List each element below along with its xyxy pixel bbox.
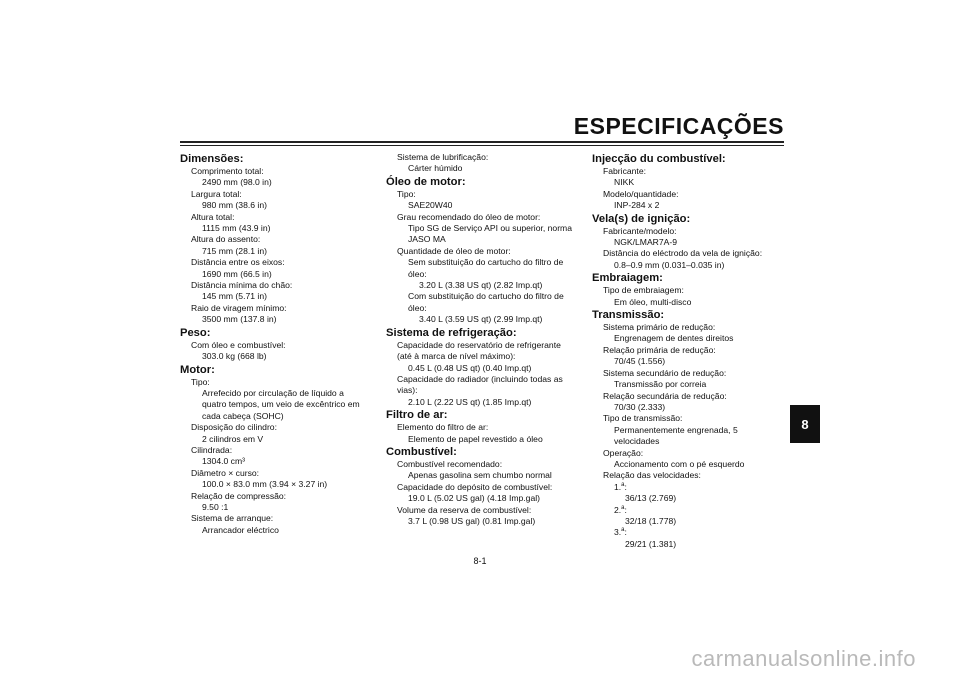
spec-value: Transmissão por correia (614, 379, 707, 390)
section-heading-engine-oil: Óleo de motor: (386, 175, 466, 188)
spec-label: Distância do eléctrodo da vela de ignição: (603, 248, 763, 259)
spec-label: Relação das velocidades: (603, 470, 701, 481)
spec-value: 145 mm (5.71 in) (202, 291, 267, 302)
section-heading-engine: Motor: (180, 363, 215, 376)
ordinal-suffix: a (621, 504, 625, 511)
spec-label: Elemento do filtro de ar: (397, 422, 489, 433)
spec-value: cada cabeça (SOHC) (202, 410, 284, 421)
spec-value: 715 mm (28.1 in) (202, 245, 267, 256)
section-heading-air-filter: Filtro de ar: (386, 409, 448, 422)
spec-value: 36/13 (2.769) (625, 493, 677, 504)
spec-label: Grau recomendado do óleo de motor: (397, 211, 541, 222)
spec-value: 3.20 L (3.38 US qt) (2.82 Imp.qt) (419, 280, 543, 291)
section-heading-fuel: Combustível: (386, 445, 457, 458)
spec-label: Altura total: (191, 211, 235, 222)
spec-value: Em óleo, multi-disco (614, 296, 692, 307)
spec-label: Altura do assento: (191, 234, 261, 245)
spec-label: Sem substituição do cartucho do filtro de (408, 257, 564, 268)
section-heading-cooling: Sistema de refrigeração: (386, 326, 517, 339)
spec-value: 1690 mm (66.5 in) (202, 268, 272, 279)
spec-label: Tipo: (397, 188, 416, 199)
gear-number: 2. (614, 504, 622, 515)
spec-value: 2490 mm (98.0 in) (202, 177, 272, 188)
spec-label: óleo: (408, 302, 427, 313)
spec-label: Raio de viragem mínimo: (191, 302, 287, 313)
spec-label: Fabricante: (603, 166, 646, 176)
spec-label: Fabricante/modelo: (603, 225, 677, 236)
spec-value: SAE20W40 (408, 200, 453, 211)
spec-label: Quantidade de óleo de motor: (397, 245, 511, 256)
spec-value: 29/21 (1.381) (625, 538, 677, 549)
spec-label: Tipo de embraiagem: (603, 285, 684, 296)
spec-value: 303.0 kg (668 lb) (202, 351, 267, 362)
spec-value: 2 cilindros em V (202, 433, 264, 444)
column-3 (592, 152, 782, 550)
spec-value: Arrefecido por circulação de líquido a (202, 387, 344, 398)
spec-label: Com substituição do cartucho do filtro de (408, 291, 564, 302)
spec-value: velocidades (614, 436, 660, 447)
spec-value: 3.40 L (3.59 US qt) (2.99 Imp.qt) (419, 314, 543, 325)
spec-value: 0.45 L (0.48 US qt) (0.40 Imp.qt) (408, 362, 532, 373)
spec-value: 0.8–0.9 mm (0.031–0.035 in) (614, 259, 725, 270)
spec-value: Tipo SG de Serviço API ou superior, norma (408, 223, 572, 234)
section-heading-weight: Peso: (180, 326, 211, 339)
spec-label: Diâmetro × curso: (191, 467, 260, 478)
section-heading-dimensions: Dimensões: (180, 153, 244, 165)
spec-value: 70/30 (2.333) (614, 401, 666, 412)
spec-label: Largura total: (191, 188, 242, 199)
spec-value: 980 mm (38.6 in) (202, 200, 267, 211)
spec-value: 1115 mm (43.9 in) (202, 223, 271, 234)
spec-label: Modelo/quantidade: (603, 188, 679, 199)
spec-label: Tipo: (191, 376, 210, 387)
spec-label: Sistema primário de redução: (603, 322, 716, 333)
watermark: carmanualsonline.info (691, 646, 916, 671)
spec-label: Capacidade do reservatório de refrigerante (397, 339, 561, 350)
ordinal-suffix: a (621, 481, 625, 488)
gear-number: 3. (614, 527, 622, 538)
spec-label: Capacidade do radiador (incluindo todas as (397, 373, 563, 384)
spec-value: 3500 mm (137.8 in) (202, 314, 277, 325)
spec-value: Engrenagem de dentes direitos (614, 333, 734, 344)
spec-label: Disposição do cilindro: (191, 422, 277, 433)
spec-label: Relação primária de redução: (603, 344, 716, 355)
header-rule-thin (180, 145, 784, 146)
ordinal-suffix: a (621, 527, 625, 534)
spec-label: Sistema de lubrificação: (397, 152, 489, 162)
spec-value: 3.7 L (0.98 US gal) (0.81 Imp.gal) (408, 515, 536, 526)
section-heading-clutch: Embraiagem: (592, 272, 663, 285)
spec-value: Permanentemente engrenada, 5 (614, 424, 738, 435)
header-rule (180, 141, 784, 143)
spec-value: 1304.0 cm³ (202, 456, 245, 467)
spec-label: Volume da reserva de combustível: (397, 504, 532, 515)
spec-label: Comprimento total: (191, 166, 264, 176)
spec-value: 2.10 L (2.22 US qt) (1.85 Imp.qt) (408, 396, 532, 407)
spec-label: Combustível recomendado: (397, 458, 503, 469)
spec-value: 19.0 L (5.02 US gal) (4.18 Imp.gal) (408, 493, 540, 504)
column-2 (386, 152, 582, 527)
gear-label-3: 3.$^a$: (614, 527, 627, 538)
chapter-tab[interactable]: 8 (790, 405, 820, 443)
spec-label: (até à marca de nível máximo): (397, 351, 516, 362)
gear-label-2: 2.$^a$: (614, 504, 627, 515)
spec-value: Cárter húmido (408, 163, 463, 174)
spec-value: 70/45 (1.556) (614, 356, 666, 367)
spec-label: Relação secundária de redução: (603, 390, 727, 401)
section-heading-transmission: Transmissão: (592, 309, 665, 322)
spec-value: Arrancador eléctrico (202, 524, 279, 535)
spec-label: Distância entre os eixos: (191, 257, 285, 268)
spec-value: 32/18 (1.778) (625, 515, 677, 526)
spec-label: Cilindrada: (191, 444, 233, 455)
page-title: ESPECIFICAÇÕES (573, 113, 784, 139)
page-number: 8-1 (473, 556, 487, 566)
spec-label: Operação: (603, 447, 644, 458)
spec-label: Relação de compressão: (191, 490, 287, 501)
spec-label: vias): (397, 385, 418, 396)
spec-value: INP-284 x 2 (614, 200, 660, 211)
spec-value: quatro tempos, um veio de excêntrico em (202, 399, 360, 410)
section-heading-spark-plugs: Vela(s) de ignição: (592, 212, 691, 225)
spec-label: Tipo de transmissão: (603, 413, 683, 424)
column-1 (180, 152, 380, 536)
spec-label: Sistema secundário de redução: (603, 367, 727, 378)
spec-label: Distância mínima do chão: (191, 280, 293, 291)
spec-label: Com óleo e combustível: (191, 339, 286, 350)
gear-label-1: 1.$^a$: (614, 481, 627, 492)
spec-value: Apenas gasolina sem chumbo normal (408, 470, 552, 481)
spec-value: NGK/LMAR7A-9 (614, 237, 678, 248)
spec-label: Capacidade do depósito de combustível: (397, 481, 553, 492)
section-heading-fuel-injection: Injecção du combustível: (592, 153, 726, 165)
spec-value: JASO MA (408, 234, 446, 245)
spec-value: Elemento de papel revestido a óleo (408, 433, 543, 444)
spec-value: 9.50 :1 (202, 501, 229, 512)
spec-value: Accionamento com o pé esquerdo (614, 458, 745, 469)
spec-value: 100.0 × 83.0 mm (3.94 × 3.27 in) (202, 479, 328, 490)
spec-label: óleo: (408, 268, 427, 279)
spec-value: NIKK (614, 177, 635, 188)
spec-label: Sistema de arranque: (191, 513, 274, 524)
gear-number: 1. (614, 481, 622, 492)
